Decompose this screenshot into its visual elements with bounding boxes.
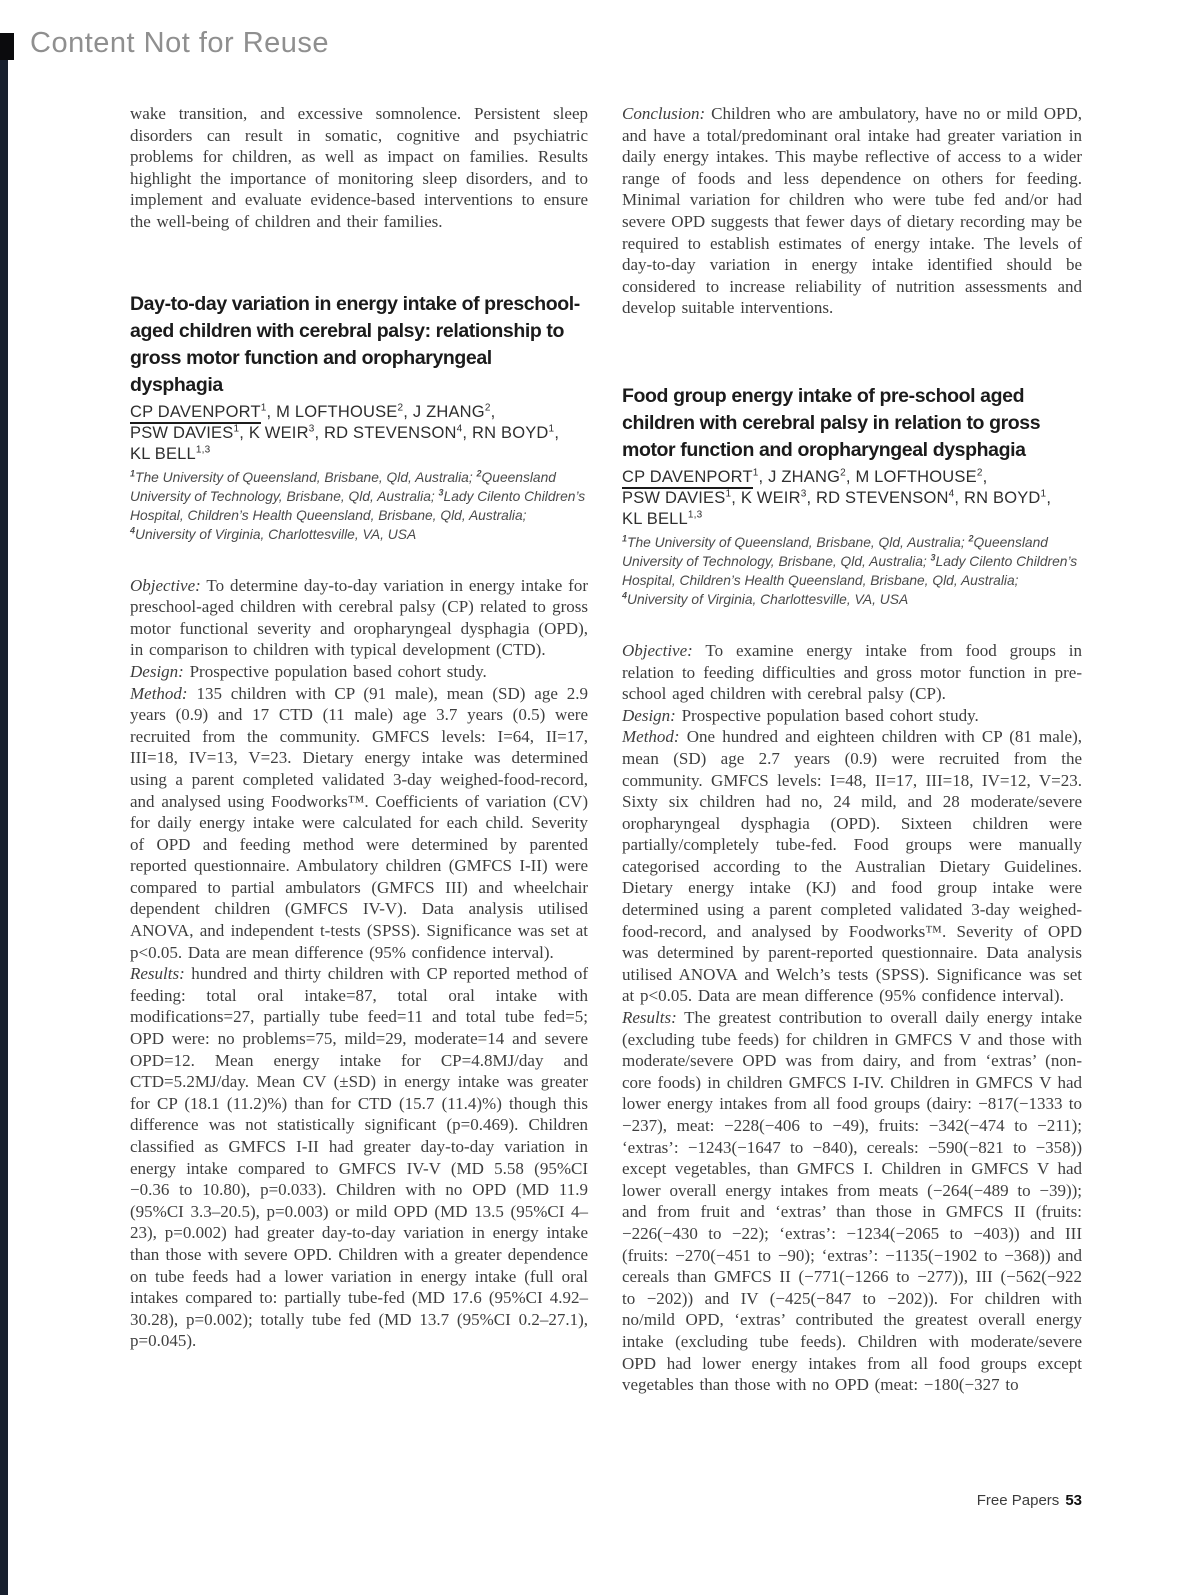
- abstract-1-authors: [130, 402, 588, 465]
- author-name: J ZHANG: [768, 467, 841, 486]
- abstract-1-affiliations: $^1$The University of Queensland, Brisbane, Qld, Australia; $^2$Queensland University of Technology, Brisbane, Qld, Australia; $^3$Lady Cilento Children’s Hospital, Children’s Health Queensland, Brisbane, Qld, Australia; $^4$University of Virginia, Charlottesville, VA, USA: [130, 467, 586, 542]
- author-name: RD STEVENSON: [324, 423, 457, 442]
- author-name: KL BELL: [130, 444, 196, 463]
- section-label: Objective:: [622, 640, 693, 660]
- author-name: M LOFTHOUSE: [276, 402, 398, 421]
- author-name: KL BELL: [622, 509, 688, 528]
- abstract-section-paragraph: Results: hundred and thirty children with CP reported method of feeding: total oral intake=87, total oral intake with modifications=27, partially tube feed=11 and total tube fed=5; OPD were: no problems=75, mild=29, moderate=14 and severe OPD=12. Mean energy intake for CP=4.8MJ/day and CTD=5.2MJ/day. Mean CV (±SD) in energy intake was greater for CP (18.1 (11.2)%) than for CTD (15.7 (11.4)%) though this difference was not statistically significant (p=0.469). Children classified as GMFCS I-II had greater day-to-day variation in energy intake compared to GMFCS IV-V (MD 5.58 (95%CI −0.36 to 10.80), p=0.033). Children with no OPD (MD 11.9 (95%CI 3.3–20.5), p=0.003) or mild OPD (MD 13.5 (95%CI 4–23), p=0.002) had greater day-to-day variation in energy intake than those with severe OPD. Children with a greater dependence on tube feeds had a lower variation in energy intake (full oral intakes compared to: partially tube-fed (MD 17.6 (95%CI 4.92–30.28), p=0.002); totally tube fed (MD 13.7 (95%CI 0.2–27.1), p=0.045).: [130, 964, 588, 1351]
- abstract-2-authors: [622, 467, 1082, 530]
- author-name: RN BOYD: [963, 488, 1041, 507]
- section-label: Design:: [130, 661, 184, 681]
- abstract-1-conclusion: [622, 103, 1082, 319]
- watermark-text: Content Not for Reuse: [30, 27, 330, 59]
- abstract-section-paragraph: Design: Prospective population based cohort study.: [622, 705, 979, 725]
- abstract-1: [130, 291, 588, 1352]
- author-line: PSW DAVIES$^1$, K WEIR$^3$, RD STEVENSON$^4$, RN BOYD$^1$,: [622, 488, 1052, 507]
- left-column: [130, 103, 588, 1352]
- scan-edge-notch: [0, 33, 14, 60]
- abstract-2-affiliations: $^1$The University of Queensland, Brisbane, Qld, Australia; $^2$Queensland University of Technology, Brisbane, Qld, Australia; $^3$Lady Cilento Children’s Hospital, Children’s Health Queensland, Brisbane, Qld, Australia; $^4$University of Virginia, Charlottesville, VA, USA: [622, 533, 1078, 607]
- abstract-2-title: Food group energy intake of pre-school aged children with cerebral palsy in relation to gross motor function and oropharyngeal dysphagia: [622, 384, 1041, 461]
- author-line: CP DAVENPORT$^1$, J ZHANG$^2$, M LOFTHOUSE$^2$,: [622, 467, 1082, 488]
- abstract-section-paragraph: Method: One hundred and eighteen children with CP (81 male), mean (SD) age 2.7 years (0.9) were recruited from the community. GMFCS levels: I=48, II=17, III=18, IV=12, V=23. Sixty six children had no, 24 mild, and 28 moderate/severe oropharyngeal dysphagia (OPD). Sixteen children were partially/completely tube-fed. Food groups were manually categorised according to the Australian Dietary Guidelines. Dietary energy intake (KJ) and food group intake were determined using a parent completed validated 3-day weighed-food-record, and analysed by Foodworks™. Severity of OPD was determined by parent-reported questionnaire. Data analysis utilised ANOVA and Welch’s tests (SPSS). Significance was set at p<0.05. Data are mean difference (95% confidence interval).: [622, 727, 1082, 1006]
- abstract-1-body: [130, 575, 588, 1352]
- author-name: K WEIR: [740, 488, 801, 507]
- section-label: Objective:: [130, 575, 201, 595]
- author-name: RD STEVENSON: [816, 488, 949, 507]
- author-name: PSW DAVIES: [622, 488, 726, 507]
- author-line: CP DAVENPORT$^1$, M LOFTHOUSE$^2$, J ZHANG$^2$,: [130, 402, 588, 423]
- page-number: 53: [1065, 1492, 1082, 1509]
- author-name: M LOFTHOUSE: [855, 467, 977, 486]
- right-column: [622, 103, 1082, 1396]
- section-label: Method:: [622, 727, 680, 747]
- section-label: Results:: [622, 1008, 677, 1028]
- author-name: PSW DAVIES: [130, 423, 234, 442]
- scan-edge-strip: [0, 33, 8, 1595]
- abstract-section-paragraph: Design: Prospective population based cohort study.: [130, 661, 487, 681]
- author-name: CP DAVENPORT: [622, 468, 753, 489]
- abstract-1-title: Day-to-day variation in energy intake of preschool-aged children with cerebral palsy: relationship to gross motor function and oropharyngeal dysphagia: [130, 292, 580, 396]
- section-label: Results:: [130, 964, 185, 984]
- author-line: KL BELL$^{1,3}$: [130, 444, 211, 463]
- abstract-section-paragraph: Objective: To examine energy intake from food groups in relation to feeding difficulties and gross motor function in pre-school aged children with cerebral palsy (CP).: [622, 640, 1082, 704]
- author-name: RN BOYD: [471, 423, 549, 442]
- abstract-2-body: [622, 640, 1082, 1396]
- continued-paragraph: wake transition, and excessive somnolence. Persistent sleep disorders can result in somatic, cognitive and psychiatric problems for children, as well as impact on families. Results highlight the importance of monitoring sleep disorders, and to implement and evaluate evidence-based interventions to ensure the well-being of children and their families.: [130, 104, 588, 231]
- author-name: J ZHANG: [412, 402, 485, 421]
- author-line: PSW DAVIES$^1$, K WEIR$^3$, RD STEVENSON$^4$, RN BOYD$^1$,: [130, 423, 560, 442]
- abstract-section-paragraph: Results: The greatest contribution to overall daily energy intake (excluding tube feeds) for children in GMFCS V and those with moderate/severe OPD was from dairy, and from ‘extras’ (non-core foods) in children GMFCS I-IV. Children in GMFCS V had lower energy intakes from all food groups (dairy: −817(−1333 to −237), meat: −228(−406 to −49), fruits: −342(−474 to −211); ‘extras’: −1243(−1647 to −840), cereals: −590(−821 to −358)) except vegetables, than GMFCS I. Children in GMFCS V had lower overall energy intakes from meats (−264(−489 to −39)); and from fruit and ‘extras’ than those in GMFCS II (fruits: −226(−430 to −22); ‘extras’: −1234(−2065 to −403)) and III (fruits: −270(−451 to −90); ‘extras’: −1135(−1902 to −368)) and cereals than GMFCS II (−771(−1266 to −277)), III (−562(−922 to −202)) and IV (−425(−847 to −202)). For children with no/mild OPD, ‘extras’ contributed the greatest overall energy intake (excluding tube feeds). Children with moderate/severe OPD had lower energy intakes from all food groups except vegetables than those with no OPD (meat: −180(−327 to: [622, 1008, 1082, 1395]
- author-line: KL BELL$^{1,3}$: [622, 509, 703, 528]
- abstract-section-paragraph: Objective: To determine day-to-day variation in energy intake for preschool-aged children with cerebral palsy (CP) related to gross motor functional severity and oropharyngeal dysphagia (OPD), in comparison to children with typical development (CTD).: [130, 575, 588, 660]
- author-name: CP DAVENPORT: [130, 403, 261, 424]
- section-label: Method:: [130, 683, 188, 703]
- abstract-section-paragraph: Method: 135 children with CP (91 male), mean (SD) age 2.9 years (0.9) and 17 CTD (11 male) age 3.7 years (0.5) were recruited from the community. GMFCS levels: I=64, II=17, III=18, IV=13, V=23. Dietary energy intake was determined using a parent completed validated 3-day weighed-food-record, and analysed using Foodworks™. Coefficients of variation (CV) for daily energy intake were calculated for each child. Severity of OPD and feeding method were determined by parented reported questionnaire. Ambulatory children (GMFCS I-II) were compared to partial ambulators (GMFCS III) and wheelchair dependent children (GMFCS IV-V). Data analysis utilised ANOVA, and independent t-tests (SPSS). Significance was set at p<0.05. Data are mean difference (95% confidence interval).: [130, 683, 588, 962]
- page-footer: [622, 1492, 1082, 1509]
- abstract-section-paragraph: Conclusion: Children who are ambulatory, have no or mild OPD, and have a total/predominant oral intake had greater variation in daily energy intakes. This maybe reflective of access to a wider range of foods and less dependence on others for feeding. Minimal variation for children who were tube fed and/or had severe OPD suggests that fewer days of dietary recording may be required to establish estimates of energy intake. The levels of day-to-day variation in energy intake identified should be considered to increase reliability of nutrition assessments and develop suitable interventions.: [622, 104, 1082, 318]
- section-label: Conclusion:: [622, 104, 706, 123]
- footer-section-label: Free Papers: [976, 1492, 1060, 1509]
- section-label: Design:: [622, 705, 676, 725]
- abstract-2: [622, 383, 1082, 1396]
- author-name: K WEIR: [248, 423, 309, 442]
